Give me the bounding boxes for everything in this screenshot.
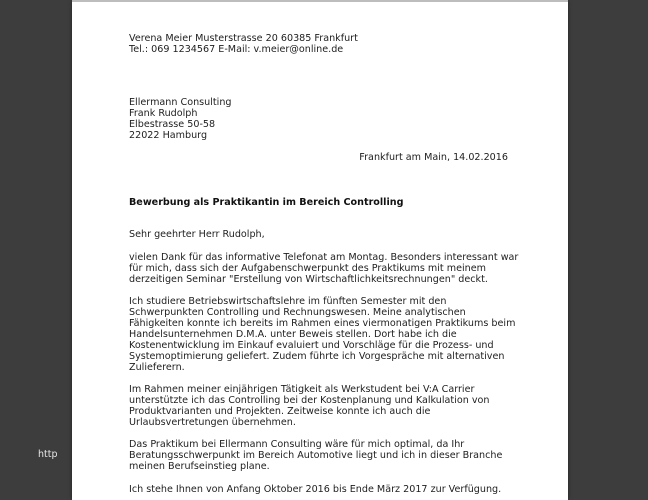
- letter-date: Frankfurt am Main, 14.02.2016: [359, 152, 508, 163]
- paragraph-line: Fähigkeiten konnte ich bereits im Rahmen eines viermonatigen Praktikums beim: [129, 318, 516, 329]
- paragraph-line: für mich, dass sich der Aufgabenschwerpunkt des Praktikums mit meinem: [129, 263, 486, 274]
- recipient-name: Frank Rudolph: [129, 108, 198, 119]
- paragraph-line: vielen Dank für das informative Telefonat am Montag. Besonders interessant war: [129, 252, 519, 263]
- paragraph-line: Ich studiere Betriebswirtschaftslehre im fünften Semester mit den: [129, 296, 447, 307]
- sender-contact: Tel.: 069 1234567 E-Mail: v.meier@online.de: [129, 44, 344, 55]
- paragraph-line: Handelsunternehmen D.M.A. unter Beweis stellen. Dort habe ich die: [129, 329, 457, 340]
- paragraph-line: unterstützte ich das Controlling bei der Kostenplanung und Kalkulation von: [129, 395, 490, 406]
- paragraph-line: Kostenentwicklung im Einkauf evaluiert und Vorschläge für die Prozess- und: [129, 340, 494, 351]
- paragraph-line: Systemoptimierung geliefert. Zudem führte ich Vorgespräche mit alternativen: [129, 351, 505, 362]
- paragraph-line: Produktvarianten und Projekten. Zeitweise konnte ich auch die: [129, 406, 431, 417]
- sender-address: Verena Meier Musterstrasse 20 60385 Frankfurt: [129, 33, 358, 44]
- paragraph-line: Beratungsschwerpunkt im Bereich Automotive liegt und ich in dieser Branche: [129, 450, 503, 461]
- letter-salutation: Sehr geehrter Herr Rudolph,: [129, 229, 265, 240]
- paragraph-line: Schwerpunkten Controlling und Rechnungswesen. Meine analytischen: [129, 307, 466, 318]
- paragraph-line: Im Rahmen meiner einjährigen Tätigkeit als Werkstudent bei V:A Carrier: [129, 384, 475, 395]
- paragraph-line: Urlaubsvertretungen übernehmen.: [129, 417, 296, 428]
- letter-page: [72, 0, 568, 500]
- paragraph-line: derzeitigen Seminar "Erstellung von Wirtschaftlichkeitsrechnungen" deckt.: [129, 274, 488, 285]
- side-label: http: [38, 449, 58, 460]
- paragraph-line: Zulieferern.: [129, 362, 185, 373]
- page-top-edge: [72, 0, 568, 2]
- paragraph-line: Ich stehe Ihnen von Anfang Oktober 2016 bis Ende März 2017 zur Verfügung.: [129, 484, 502, 495]
- recipient-street: Elbestrasse 50-58: [129, 119, 216, 130]
- paragraph-line: meinen Berufseinstieg plane.: [129, 461, 270, 472]
- recipient-city: 22022 Hamburg: [129, 130, 208, 141]
- paragraph-line: Das Praktikum bei Ellermann Consulting wäre für mich optimal, da Ihr: [129, 439, 465, 450]
- letter-subject: Bewerbung als Praktikantin im Bereich Controlling: [129, 197, 404, 208]
- recipient-company: Ellermann Consulting: [129, 97, 232, 108]
